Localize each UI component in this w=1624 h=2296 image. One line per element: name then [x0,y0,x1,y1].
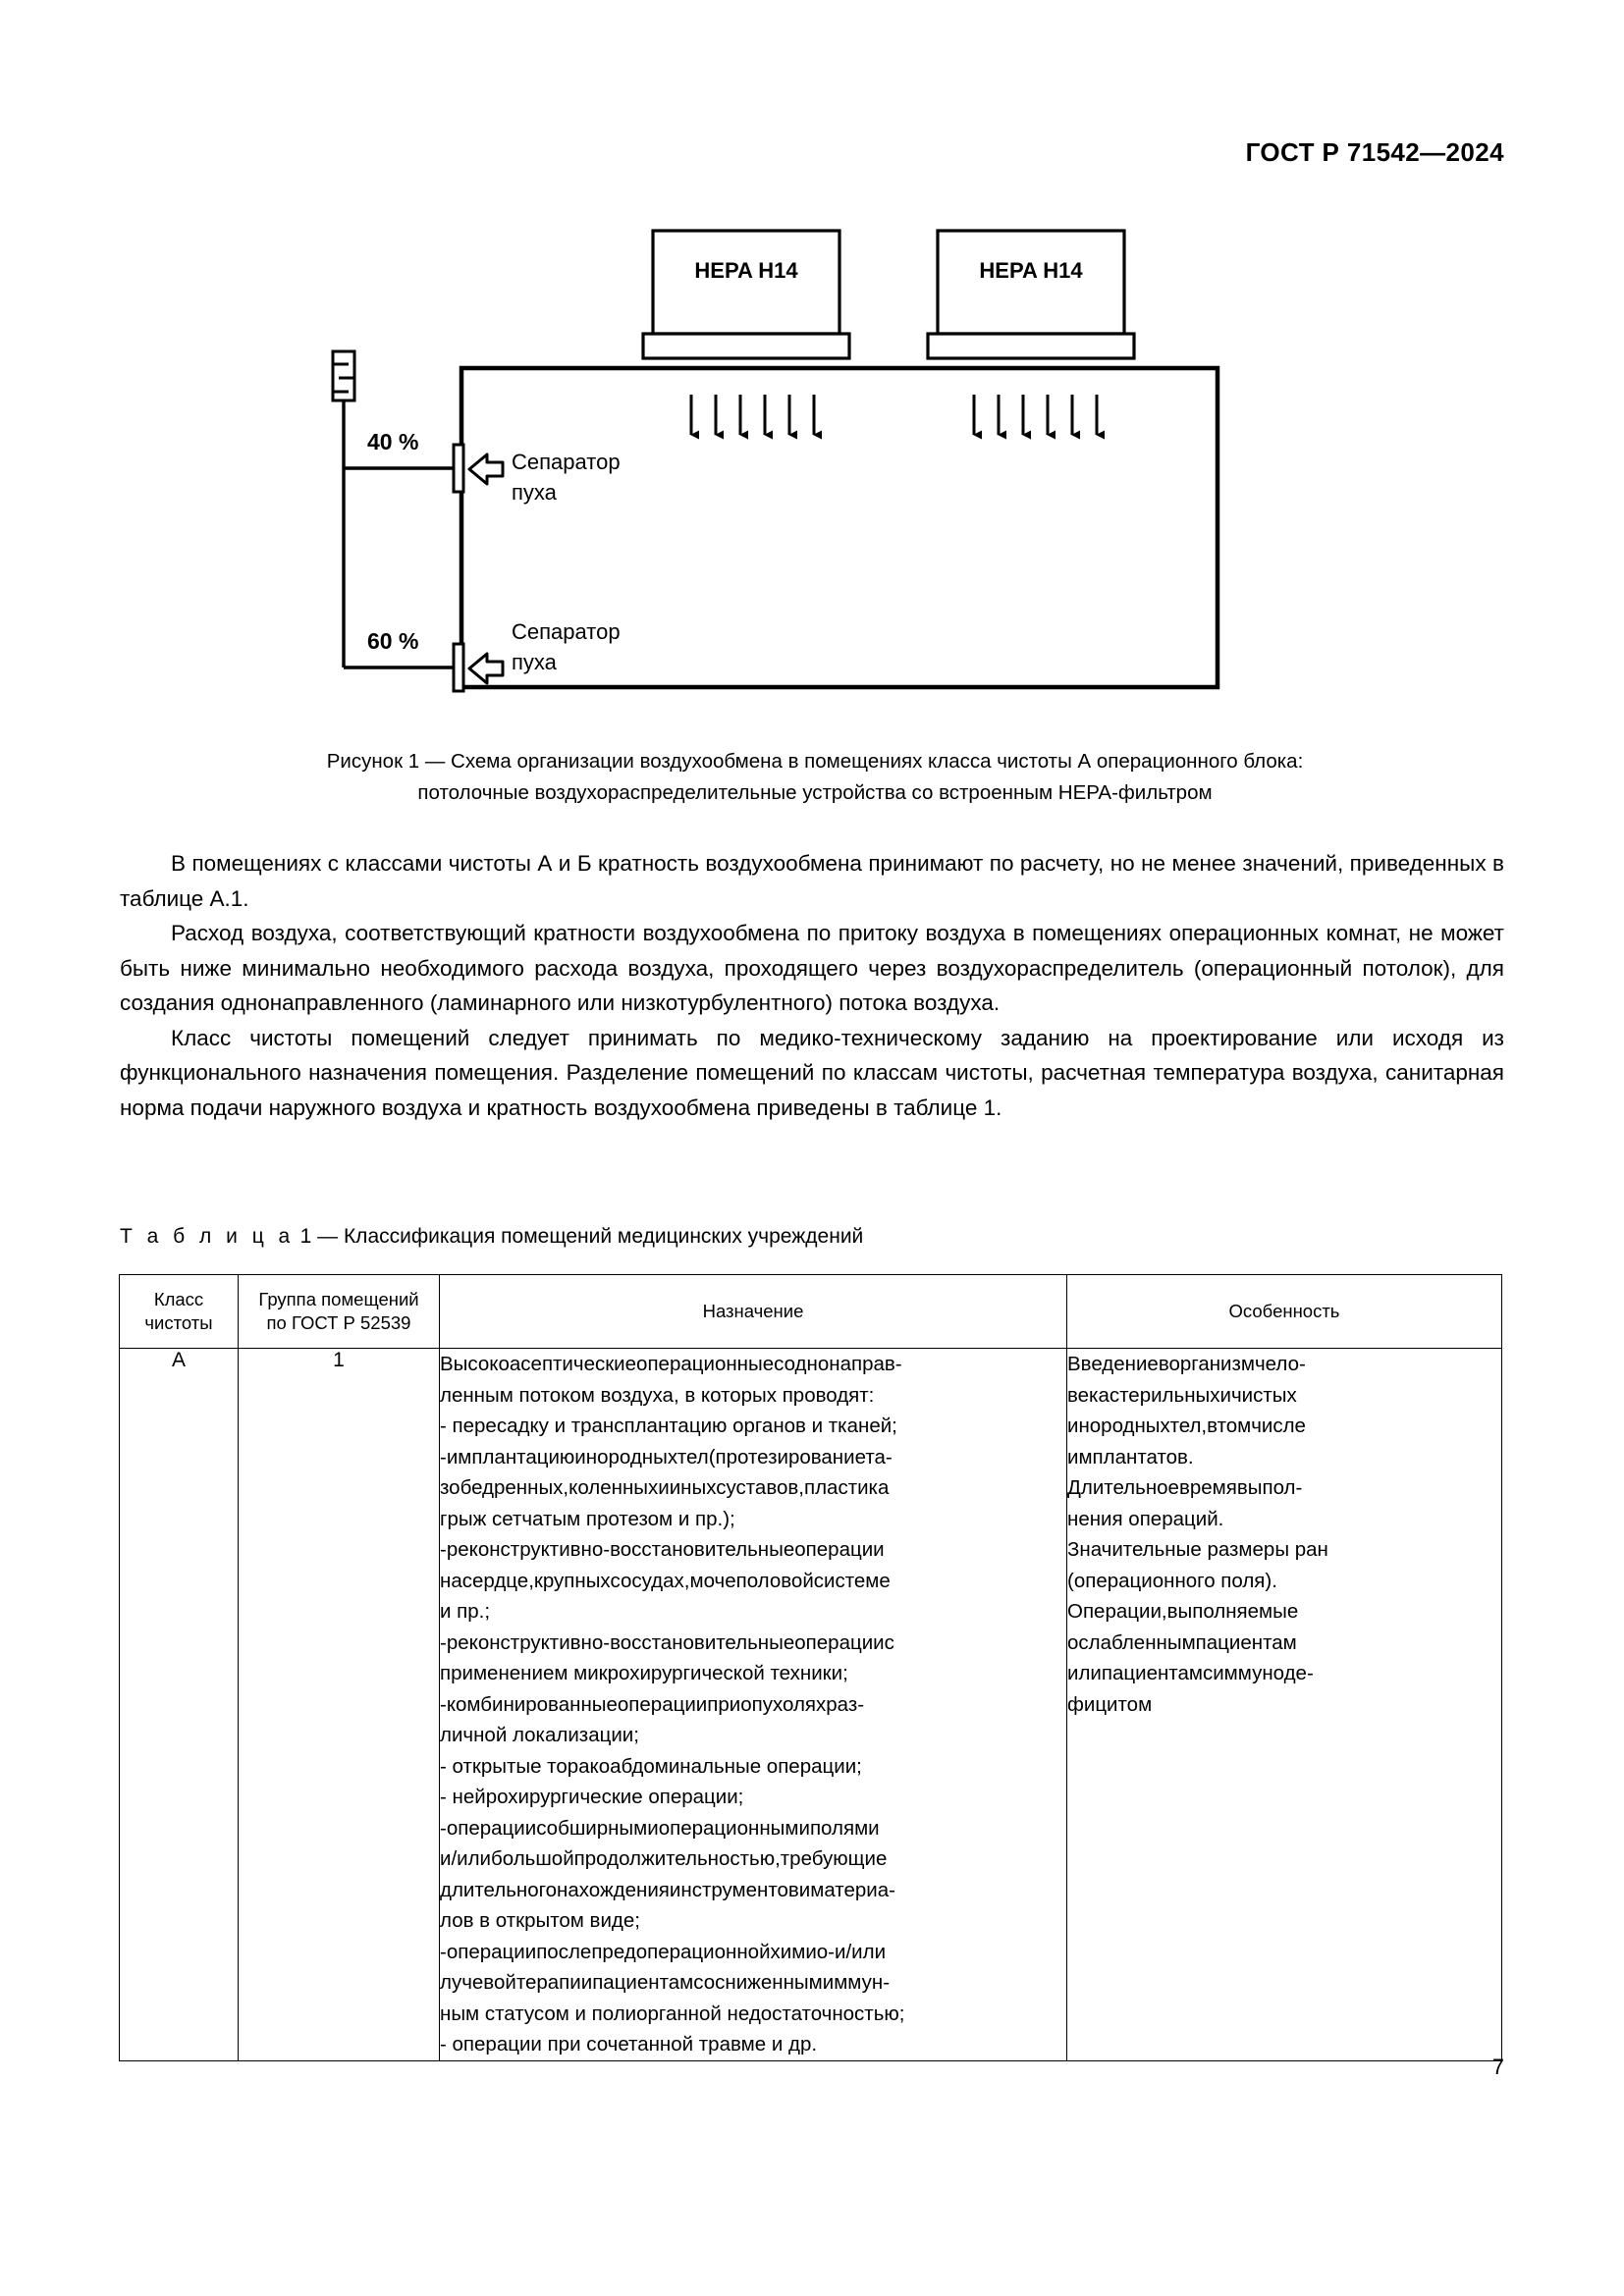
purpose-line: ленным потоком воздуха, в которых проводят: [440,1383,875,1407]
feature-line: Операции,выполняемые [1067,1600,1299,1623]
airflow-percent-bottom: 60 % [367,628,419,654]
table-title-prefix: Т а б л и ц а [120,1225,295,1248]
purpose-line: лучевойтерапиипациентамсосниженнымиммун- [440,1971,891,1994]
purpose-line: - нейрохирургические операции; [440,1786,744,1808]
table-header-row [120,1275,1502,1349]
figure-caption [147,746,1483,809]
purpose-line: - пересадку и трансплантацию органов и тканей; [440,1415,897,1437]
feature-line: векастерильныхичистых [1067,1383,1297,1407]
cell-feature [1067,1349,1502,2061]
exhaust-duct-riser [333,351,461,667]
separator-label-top-line1: Сепаратор [512,450,621,474]
column-header-class-line1: Класс [153,1289,204,1309]
table-header-row-group [120,1275,1502,1349]
purpose-line: лов в открытом виде; [440,1909,640,1932]
table-body [120,1349,1502,2061]
purpose-line: ным статусом и полиорганной недостаточностью; [440,2002,905,2025]
feature-line: (операционного поля). [1067,1569,1277,1592]
separator-label-top [512,447,621,507]
column-header-group-line2: по ГОСТ Р 52539 [266,1312,411,1333]
figure-1-diagram [0,211,1624,721]
feature-line: Длительноевремявыпол- [1067,1476,1303,1499]
hepa-filter-label-right: HEPA H14 [979,258,1083,283]
table-row [120,1349,1502,2061]
purpose-line: - открытые торакоабдоминальные операции; [440,1754,862,1778]
purpose-line: и пр.; [440,1600,491,1623]
feature-line: Введениеворганизмчело- [1067,1353,1306,1375]
figure-caption-line-1: Рисунок 1 — Схема организации воздухообмена в помещениях класса чистоты А операционного блока: [326,750,1304,773]
table-1-title [120,1225,863,1249]
hepa-filter-unit-right [928,231,1134,358]
purpose-line: грыж сетчатым протезом и пр.); [440,1507,735,1530]
table-title-dash: — [317,1225,339,1248]
feature-line: Значительные размеры ран [1067,1538,1328,1561]
airflow-percent-top: 40 % [367,429,419,454]
purpose-line: длительногонахожденияинструментовиматериа- [440,1878,895,1901]
body-text-block [120,846,1504,1125]
column-header-purpose: Назначение [440,1275,1067,1349]
body-paragraph-2: Расход воздуха, соответствующий кратности воздухообмена по притоку воздуха в помещениях операционных комнат, не может быть ниже минимально необходимого расхода воздуха, проходящего через воздухораспределитель (операционный потолок), для создания однонаправленного (ламинарного или низкотурбулентного) потока воздуха. [120,921,1504,1015]
hepa-filter-label-left: HEPA H14 [694,258,798,283]
purpose-line: Высокоасептическиеоперационныесоднонаправ- [440,1353,902,1375]
column-header-feature: Особенность [1067,1275,1502,1349]
purpose-line: личной локализации; [440,1724,639,1746]
cell-purpose [440,1349,1067,2061]
table-title-text: Классификация помещений медицинских учреждений [343,1225,864,1248]
purpose-line: -реконструктивно-восстановительныеоперации [440,1538,885,1561]
lint-separator-bottom [454,644,503,691]
feature-line: ослабленнымпациентам [1067,1630,1297,1654]
page-number: 7 [1491,2055,1504,2079]
feature-line: имплантатов. [1067,1445,1194,1468]
purpose-line: -комбинированныеоперацииприопухоляхраз- [440,1692,865,1716]
cell-room-group: 1 [239,1349,440,2061]
airflow-arrows-right [974,395,1097,435]
airflow-arrows-left [691,395,814,435]
separator-label-bottom [512,616,621,677]
purpose-line: -реконструктивно-восстановительныеоперациис [440,1630,894,1654]
body-paragraph-1: В помещениях с классами чистоты А и Б кратность воздухообмена принимают по расчету, но не менее значений, приведенных в таблице А.1. [120,851,1504,911]
purpose-line: насердце,крупныхсосудах,мочеполовойсистеме [440,1569,891,1592]
purpose-line: зобедренных,коленныхииныхсуставов,пластика [440,1476,890,1499]
body-paragraph-3: Класс чистоты помещений следует принимать по медико-техническому заданию на проектирование или исходя из функционального назначения помещения. Разделение помещений по классам чистоты, расчетная температура воздуха, санитарная норма подачи наружного воздуха и кратность воздухообмена приведены в таблице 1. [120,1025,1504,1120]
purpose-line: и/илибольшойпродолжительностью,требующие [440,1847,888,1870]
separator-label-bottom-line2: пуха [512,650,557,674]
cell-cleanliness-class: А [120,1349,239,2061]
lint-separator-top [454,445,503,492]
feature-line: илипациентамсиммуноде- [1067,1662,1314,1684]
separator-label-top-line2: пуха [512,480,557,505]
hepa-filter-unit-left [643,231,849,358]
purpose-line: - операции при сочетанной травме и др. [440,2033,818,2056]
column-header-group [239,1275,440,1349]
purpose-line: -имплантациюинородныхтел(протезированиета- [440,1445,893,1468]
separator-label-bottom-line1: Сепаратор [512,619,621,644]
purpose-line: применением микрохирургической техники; [440,1662,848,1684]
feature-line: фицитом [1067,1692,1153,1716]
standard-number-header: ГОСТ Р 71542—2024 [1245,137,1504,167]
classification-table [119,1274,1502,2061]
purpose-line: -операциипослепредоперационнойхимио-и/или [440,1940,887,1963]
table-title-number: 1 [299,1225,312,1248]
purpose-line: -операциисобширнымиоперационнымиполями [440,1816,880,1840]
feature-line: нения операций. [1067,1507,1224,1530]
column-header-group-line1: Группа помещений [258,1289,419,1309]
column-header-class-line2: чистоты [144,1312,213,1333]
feature-line: инородныхтел,втомчисле [1067,1415,1306,1437]
figure-caption-line-2: потолочные воздухораспределительные устройства со встроенным HEPA-фильтром [417,781,1213,804]
column-header-class [120,1275,239,1349]
